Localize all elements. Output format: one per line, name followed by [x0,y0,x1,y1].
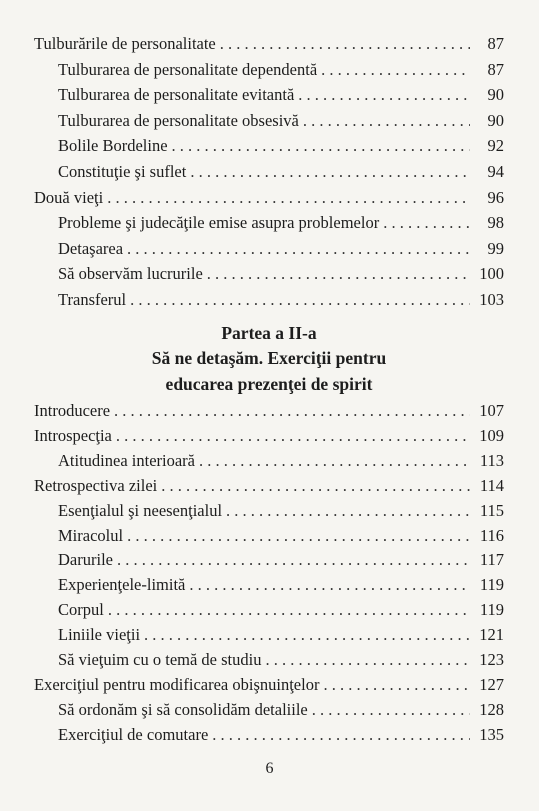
toc-entry-page-number: 96 [487,187,504,207]
toc-entry [58,134,504,158]
toc-entry-title: Să observăm lucrurile [58,264,203,284]
toc-entry-page-number: 98 [487,213,504,233]
toc-entry-title: Exerciţiul pentru modificarea obişnuinţelor [34,674,320,694]
toc-entry [58,211,504,235]
toc-entry [58,648,504,672]
toc-entry-page-number: 109 [479,425,504,445]
toc-entry [58,598,504,622]
part-title-line-1: Partea a II-a [221,323,317,343]
toc-entry-page-number: 90 [487,110,504,130]
toc-dot-leader [116,424,470,448]
toc-entry [34,32,504,56]
toc-entry-title: Tulburarea de personalitate obsesivă [58,110,299,130]
toc-entry [58,237,504,261]
toc-entry [58,499,504,523]
toc-entry-title: Bolile Bordeline [58,136,168,156]
toc-entry-title: Să vieţuim cu o temă de studiu [58,650,262,669]
part-title-line-2: Să ne detaşăm. Exerciţii pentru [151,348,387,368]
toc-entry-page-number: 127 [479,674,504,694]
toc-entry-page-number: 94 [487,162,504,181]
toc-entry-page-number: 100 [479,264,504,284]
toc-dot-leader [190,160,470,184]
toc-entry-page-number: 114 [479,475,504,495]
toc-entry [58,262,504,286]
toc-entry [58,160,504,184]
toc-dot-leader [212,723,470,747]
toc-entry [58,288,504,312]
toc-entry-page-number: 87 [487,59,504,79]
toc-entry-page-number: 115 [479,500,504,520]
toc-entry [58,449,504,473]
toc-entry [34,399,504,423]
toc-entry [34,673,504,697]
part-title-line-3: educarea prezenţei de spirit [165,374,373,394]
toc-entry-title: Atitudinea interioară [58,450,195,470]
toc-entry-title: Două vieţi [34,187,104,207]
toc-dot-leader [199,449,470,473]
toc-entry-page-number: 107 [479,401,504,420]
toc-entry-title: Tulburarea de personalitate dependentă [58,59,318,79]
toc-entry [34,186,504,210]
toc-entry-page-number: 121 [479,625,504,645]
toc-entry-title: Tulburările de personalitate [34,34,216,53]
toc-entry [34,474,504,498]
toc-entry [58,698,504,722]
toc-entry [58,573,504,597]
toc-entry-title: Constituţie şi suflet [58,162,187,181]
toc-entry-title: Miracolul [58,525,124,545]
toc-dot-leader [172,134,470,158]
toc-entry [34,424,504,448]
toc-dot-leader [127,237,470,261]
toc-entry-page-number: 135 [479,724,504,744]
toc-dot-leader [108,598,470,622]
toc-entry-title: Tulburarea de personalitate evitantă [58,85,295,105]
toc-entry-title: Corpul [58,600,104,620]
toc-dot-leader [207,262,470,286]
toc-dot-leader [321,58,470,82]
toc-entry [58,83,504,107]
toc-entry-page-number: 113 [479,450,504,470]
toc-entry [58,109,504,133]
toc-entry-title: Probleme şi judecăţile emise asupra problemelor [58,213,380,233]
toc-entry [58,524,504,548]
toc-entry [58,723,504,747]
toc-dot-leader [323,673,470,697]
toc-entry-title: Introducere [34,401,111,420]
toc-entry-page-number: 128 [479,699,504,719]
toc-entry-page-number: 117 [479,550,504,570]
toc-entry [58,58,504,82]
toc-entry-page-number: 119 [479,575,504,595]
toc-entry-page-number: 123 [479,650,504,669]
toc-dot-leader [298,83,470,107]
toc-dot-leader [130,288,470,312]
toc-dot-leader [383,211,470,235]
toc-dot-leader [189,573,470,597]
toc-entry-title: Detaşarea [58,238,124,258]
toc-entry [58,548,504,572]
page-number: 6 [265,760,274,777]
toc-dot-leader [107,186,470,210]
toc-dot-leader [265,648,470,672]
toc-dot-leader [144,623,470,647]
toc-dot-leader [161,474,470,498]
toc-entry-page-number: 87 [487,34,504,53]
toc-entry-title: Introspecţia [34,425,112,445]
toc-entry-title: Exerciţiul de comutare [58,724,209,744]
toc-dot-leader [303,109,470,133]
toc-entry [58,623,504,647]
toc-entry-page-number: 116 [479,525,504,545]
toc-entry-title: Să ordonăm şi să consolidăm detaliile [58,699,308,719]
toc-entry-title: Liniile vieţii [58,625,141,645]
toc-dot-leader [226,499,470,523]
toc-entry-title: Experienţele-limită [58,575,186,595]
toc-dot-leader [117,548,470,572]
toc-dot-leader [114,399,470,423]
toc-entry-page-number: 119 [479,600,504,620]
toc-entry-title: Darurile [58,550,113,570]
toc-entry-title: Transferul [58,290,127,309]
toc-entry-page-number: 103 [479,290,504,309]
toc-entry-page-number: 90 [487,85,504,105]
toc-entry-page-number: 92 [487,136,504,156]
toc-dot-leader [127,524,470,548]
toc-entry-title: Esenţialul şi neesenţialul [58,500,223,520]
toc-entry-title: Retrospectiva zilei [34,475,158,495]
toc-dot-leader [220,32,470,56]
toc-dot-leader [312,698,470,722]
toc-entry-page-number: 99 [487,238,504,258]
